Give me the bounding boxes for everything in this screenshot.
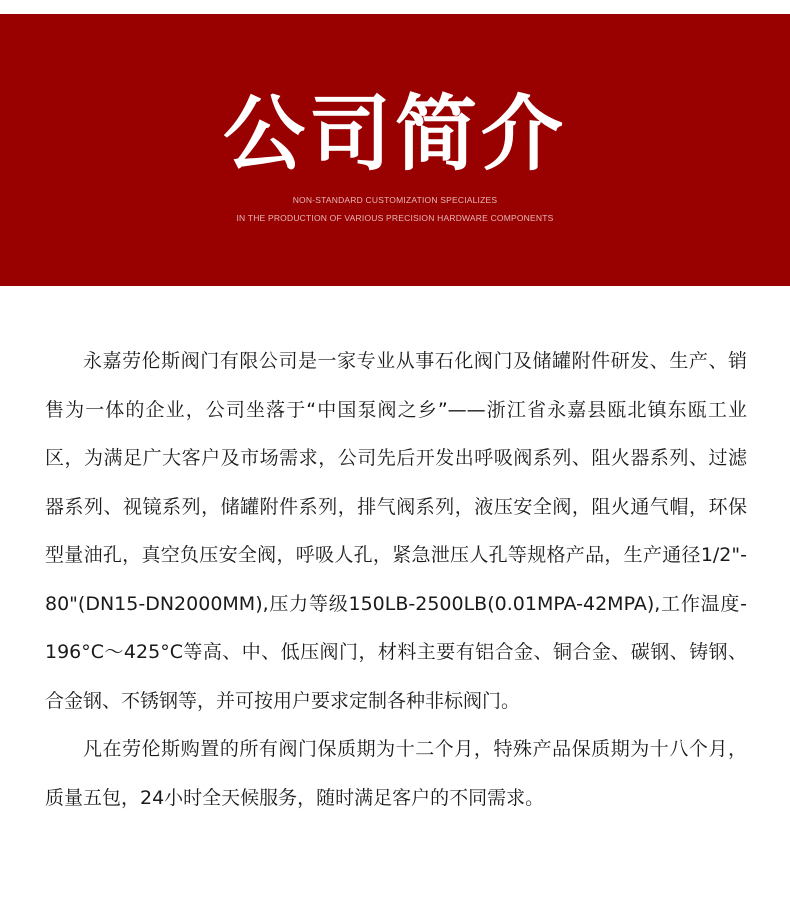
banner-subtitle-line-2: IN THE PRODUCTION OF VARIOUS PRECISION HARDWARE COMPONENTS <box>236 213 554 223</box>
page-title: 公司简介 <box>222 87 567 182</box>
intro-paragraph-1: 永嘉劳伦斯阀门有限公司是一家专业从事石化阀门及储罐附件研发、生产、销售为一体的企业，公司坐落于“中国泵阀之乡”——浙江省永嘉县瓯北镇东瓯工业区，为满足广大客户及市场需求，公司先后开发出呼吸阀系列、阻火器系列、过滤器系列、视镜系列，储罐附件系列，排气阀系列，液压安全阀，阻火通气帽，环保型量油孔，真空负压安全阀，呼吸人孔，紧急泄压人孔等规格产品，生产通径1/2"-80"(DN15-DN2000MM),压力等级150LB-2500LB(0.01MPA-42MPA),工作温度-196°C～425°C等高、中、低压阀门，材料主要有铝合金、铜合金、碳钢、铸钢、合金钢、不锈钢等，并可按用户要求定制各种非标阀门。 <box>45 350 747 712</box>
company-intro-body <box>45 337 747 822</box>
banner-subtitle-line-1: NON-STANDARD CUSTOMIZATION SPECIALIZES <box>292 195 498 205</box>
intro-paragraph-2: 凡在劳伦斯购置的所有阀门保质期为十二个月，特殊产品保质期为十八个月，质量五包，24小时全天候服务，随时满足客户的不同需求。 <box>45 738 747 809</box>
header-banner <box>0 14 790 286</box>
